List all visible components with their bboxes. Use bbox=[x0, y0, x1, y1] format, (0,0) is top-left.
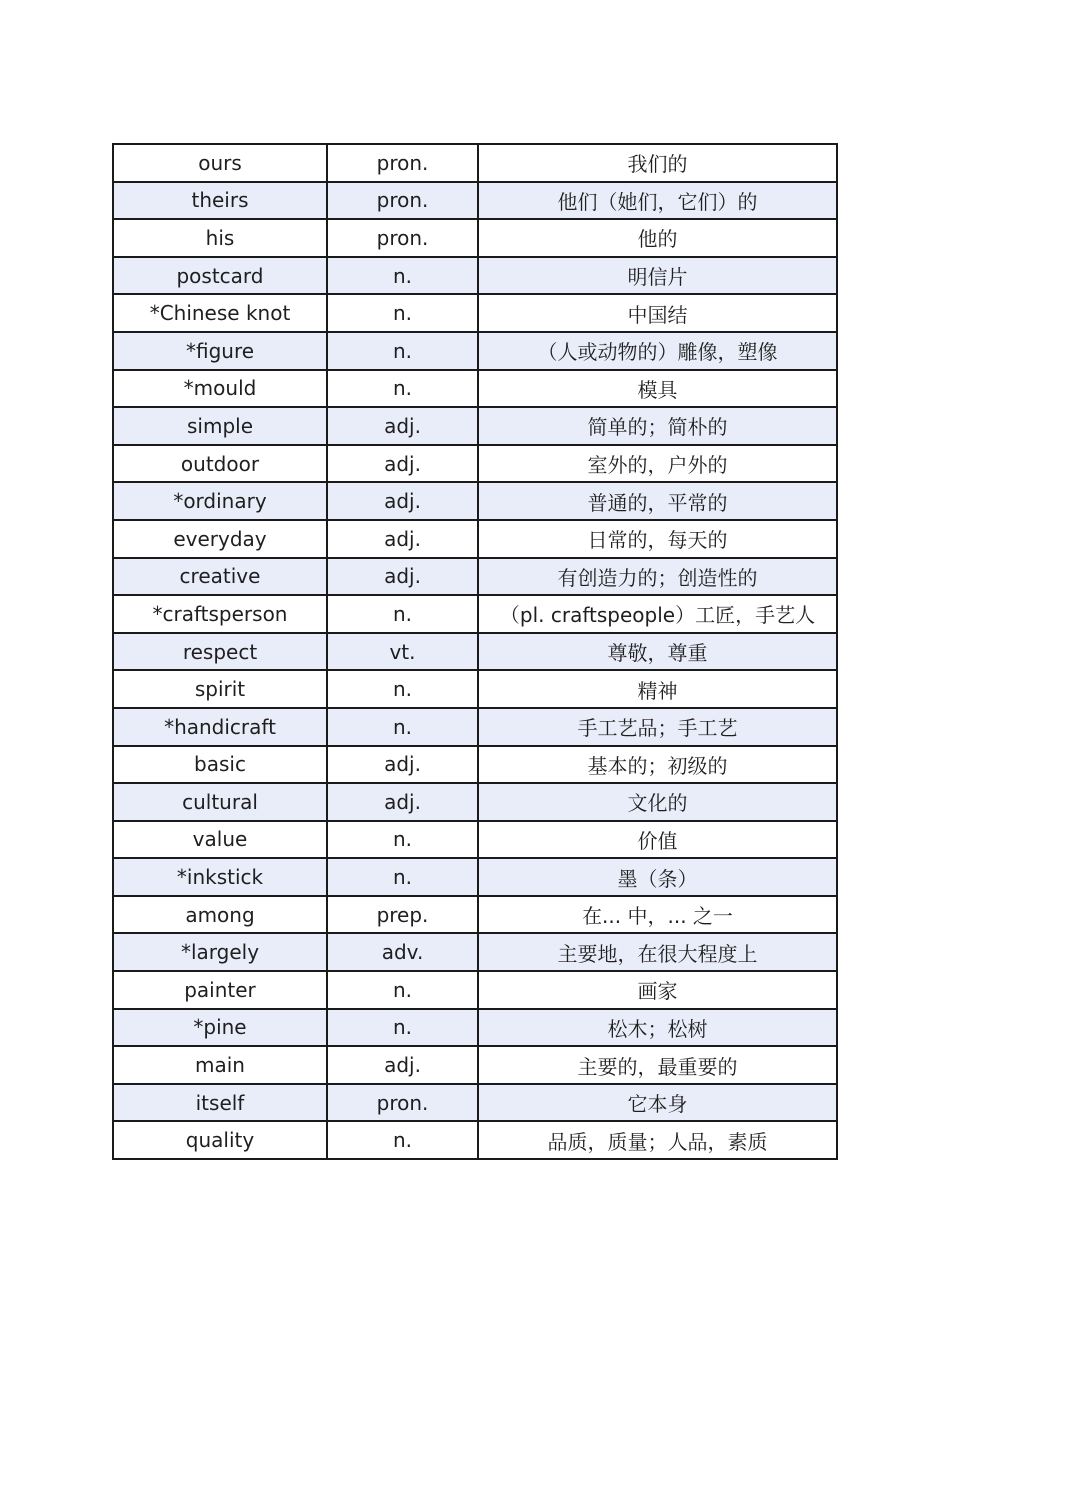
meaning-cell: 文化的 bbox=[478, 783, 837, 821]
part-of-speech-cell: n. bbox=[327, 1009, 478, 1047]
table-row bbox=[113, 858, 837, 896]
word-cell: among bbox=[113, 896, 327, 934]
part-of-speech-cell: adj. bbox=[327, 783, 478, 821]
word-cell: postcard bbox=[113, 257, 327, 295]
table-row bbox=[113, 595, 837, 633]
table-row bbox=[113, 407, 837, 445]
meaning-cell: 画家 bbox=[478, 971, 837, 1009]
part-of-speech-cell: vt. bbox=[327, 633, 478, 671]
meaning-cell: 我们的 bbox=[478, 144, 837, 182]
part-of-speech-cell: n. bbox=[327, 708, 478, 746]
meaning-cell: 主要地，在很大程度上 bbox=[478, 933, 837, 971]
meaning-cell: 精神 bbox=[478, 670, 837, 708]
table-row bbox=[113, 144, 837, 182]
meaning-cell: 价值 bbox=[478, 821, 837, 859]
meaning-cell: 主要的，最重要的 bbox=[478, 1046, 837, 1084]
meaning-cell: 品质，质量；人品，素质 bbox=[478, 1121, 837, 1159]
part-of-speech-cell: n. bbox=[327, 1121, 478, 1159]
meaning-cell: 普通的，平常的 bbox=[478, 482, 837, 520]
table-row bbox=[113, 746, 837, 784]
word-cell: *Chinese knot bbox=[113, 294, 327, 332]
part-of-speech-cell: adj. bbox=[327, 520, 478, 558]
table-row bbox=[113, 520, 837, 558]
part-of-speech-cell: n. bbox=[327, 821, 478, 859]
part-of-speech-cell: n. bbox=[327, 670, 478, 708]
word-cell: painter bbox=[113, 971, 327, 1009]
part-of-speech-cell: n. bbox=[327, 294, 478, 332]
table-row bbox=[113, 482, 837, 520]
table-row bbox=[113, 219, 837, 257]
meaning-cell: 他们（她们，它们）的 bbox=[478, 182, 837, 220]
part-of-speech-cell: n. bbox=[327, 858, 478, 896]
table-row bbox=[113, 1046, 837, 1084]
meaning-cell: （pl. craftspeople）工匠，手艺人 bbox=[478, 595, 837, 633]
word-cell: everyday bbox=[113, 520, 327, 558]
part-of-speech-cell: adj. bbox=[327, 482, 478, 520]
part-of-speech-cell: pron. bbox=[327, 1084, 478, 1122]
meaning-cell: 它本身 bbox=[478, 1084, 837, 1122]
meaning-cell: 简单的；简朴的 bbox=[478, 407, 837, 445]
word-cell: *handicraft bbox=[113, 708, 327, 746]
table-row bbox=[113, 633, 837, 671]
word-cell: *inkstick bbox=[113, 858, 327, 896]
meaning-cell: 中国结 bbox=[478, 294, 837, 332]
word-cell: simple bbox=[113, 407, 327, 445]
table-row bbox=[113, 821, 837, 859]
word-cell: main bbox=[113, 1046, 327, 1084]
meaning-cell: 基本的；初级的 bbox=[478, 746, 837, 784]
table-row bbox=[113, 933, 837, 971]
meaning-cell: 明信片 bbox=[478, 257, 837, 295]
word-cell: cultural bbox=[113, 783, 327, 821]
word-cell: itself bbox=[113, 1084, 327, 1122]
word-cell: *craftsperson bbox=[113, 595, 327, 633]
vocabulary-table bbox=[112, 143, 838, 1160]
vocabulary-table-body bbox=[113, 144, 837, 1159]
part-of-speech-cell: adj. bbox=[327, 407, 478, 445]
part-of-speech-cell: adj. bbox=[327, 558, 478, 596]
meaning-cell: 尊敬，尊重 bbox=[478, 633, 837, 671]
table-row bbox=[113, 1009, 837, 1047]
word-cell: *largely bbox=[113, 933, 327, 971]
part-of-speech-cell: pron. bbox=[327, 182, 478, 220]
word-cell: outdoor bbox=[113, 445, 327, 483]
table-row bbox=[113, 708, 837, 746]
word-cell: his bbox=[113, 219, 327, 257]
word-cell: *pine bbox=[113, 1009, 327, 1047]
table-row bbox=[113, 294, 837, 332]
meaning-cell: 室外的，户外的 bbox=[478, 445, 837, 483]
part-of-speech-cell: n. bbox=[327, 332, 478, 370]
part-of-speech-cell: n. bbox=[327, 595, 478, 633]
word-cell: basic bbox=[113, 746, 327, 784]
table-row bbox=[113, 1084, 837, 1122]
meaning-cell: 日常的，每天的 bbox=[478, 520, 837, 558]
table-row bbox=[113, 896, 837, 934]
word-cell: respect bbox=[113, 633, 327, 671]
table-row bbox=[113, 971, 837, 1009]
table-row bbox=[113, 1121, 837, 1159]
meaning-cell: 在... 中，... 之一 bbox=[478, 896, 837, 934]
meaning-cell: 他的 bbox=[478, 219, 837, 257]
meaning-cell: 模具 bbox=[478, 370, 837, 408]
word-cell: quality bbox=[113, 1121, 327, 1159]
table-row bbox=[113, 257, 837, 295]
meaning-cell: （人或动物的）雕像，塑像 bbox=[478, 332, 837, 370]
meaning-cell: 墨（条） bbox=[478, 858, 837, 896]
table-row bbox=[113, 783, 837, 821]
part-of-speech-cell: adv. bbox=[327, 933, 478, 971]
part-of-speech-cell: n. bbox=[327, 370, 478, 408]
word-cell: *mould bbox=[113, 370, 327, 408]
word-cell: ours bbox=[113, 144, 327, 182]
table-row bbox=[113, 182, 837, 220]
part-of-speech-cell: pron. bbox=[327, 219, 478, 257]
meaning-cell: 松木；松树 bbox=[478, 1009, 837, 1047]
table-row bbox=[113, 370, 837, 408]
table-row bbox=[113, 558, 837, 596]
part-of-speech-cell: n. bbox=[327, 971, 478, 1009]
word-cell: value bbox=[113, 821, 327, 859]
meaning-cell: 手工艺品；手工艺 bbox=[478, 708, 837, 746]
part-of-speech-cell: prep. bbox=[327, 896, 478, 934]
part-of-speech-cell: adj. bbox=[327, 445, 478, 483]
word-cell: *ordinary bbox=[113, 482, 327, 520]
table-row bbox=[113, 670, 837, 708]
table-row bbox=[113, 445, 837, 483]
word-cell: *figure bbox=[113, 332, 327, 370]
meaning-cell: 有创造力的；创造性的 bbox=[478, 558, 837, 596]
word-cell: creative bbox=[113, 558, 327, 596]
word-cell: theirs bbox=[113, 182, 327, 220]
part-of-speech-cell: adj. bbox=[327, 746, 478, 784]
table-row bbox=[113, 332, 837, 370]
part-of-speech-cell: adj. bbox=[327, 1046, 478, 1084]
part-of-speech-cell: pron. bbox=[327, 144, 478, 182]
word-cell: spirit bbox=[113, 670, 327, 708]
part-of-speech-cell: n. bbox=[327, 257, 478, 295]
